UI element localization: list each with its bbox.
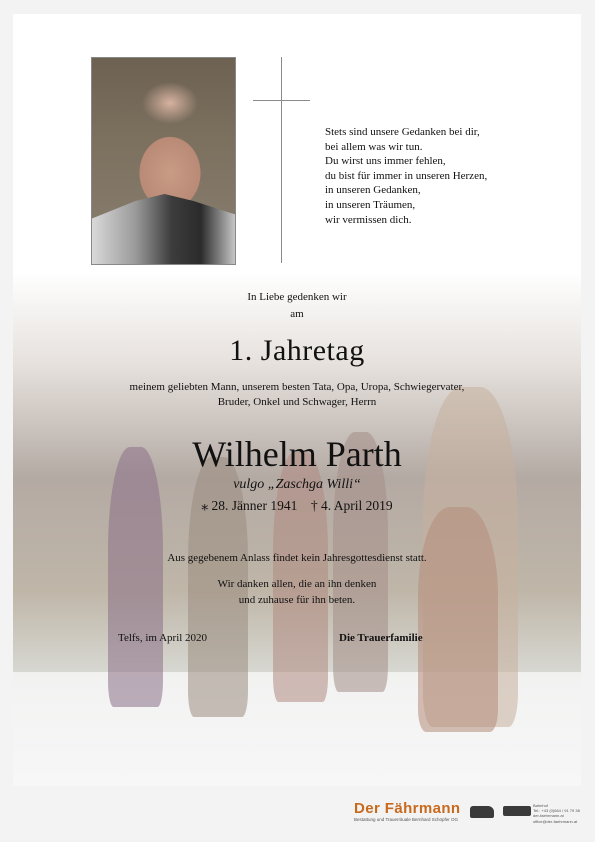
funeral-home-subtitle: Bestattung und Trauerrituale Bernhard Schöpfer OG bbox=[354, 817, 459, 822]
vulgo-name: vulgo „Zaschga Willi“ bbox=[233, 477, 361, 492]
poem bbox=[325, 125, 565, 227]
poem-line: in unseren Träumen, bbox=[325, 198, 416, 211]
portrait-photo bbox=[91, 57, 236, 265]
poem-line: Stets sind unsere Gedanken bei dir, bbox=[325, 126, 480, 138]
contact-line: office@der-faehrmann.at bbox=[533, 818, 578, 824]
funeral-home-contact bbox=[533, 803, 580, 824]
poem-line: Du wirst uns immer fehlen, bbox=[325, 155, 446, 168]
intro-line-2: am bbox=[290, 308, 304, 320]
poem-line: du bist für immer in unseren Herzen, bbox=[325, 169, 488, 182]
place-date: Telfs, im April 2020 bbox=[118, 632, 208, 644]
contact-line: Bahnhof bbox=[533, 803, 548, 808]
message-line-3: und zuhause für ihn beten. bbox=[238, 594, 356, 606]
relation-line-2: Bruder, Onkel und Schwager, Herrn bbox=[217, 396, 377, 408]
intro-line-1: In Liebe gedenken wir bbox=[247, 291, 347, 303]
cross-icon-bar bbox=[253, 100, 310, 101]
deceased-name: Wilhelm Parth bbox=[192, 434, 402, 474]
hearse-icon bbox=[470, 806, 494, 818]
funeral-home-logo: Der Fährmann bbox=[354, 800, 461, 817]
life-dates: ⁎ 28. Jänner 1941 † 4. April 2019 bbox=[201, 498, 393, 513]
notice-title: 1. Jahretag bbox=[229, 334, 365, 367]
contact-line: Tel.: +43 (0)664 / 91 79 38 bbox=[533, 808, 580, 814]
relation-line-1: meinem geliebten Mann, unserem besten Tata, Opa, Uropa, Schwiegervater, bbox=[129, 381, 465, 393]
vehicle-icon bbox=[503, 806, 531, 816]
message-line-1: Aus gegebenem Anlass findet kein Jahresgottesdienst statt. bbox=[167, 552, 427, 564]
signature: Die Trauerfamilie bbox=[339, 632, 423, 644]
poem-line: in unseren Gedanken, bbox=[325, 184, 421, 197]
contact-line: der-faehrmann.at bbox=[533, 813, 564, 819]
poem-line: wir vermissen dich. bbox=[325, 213, 412, 226]
cross-icon bbox=[281, 57, 282, 263]
message-line-2: Wir danken allen, die an ihn denken bbox=[217, 578, 377, 590]
poem-line: bei allem was wir tun. bbox=[325, 140, 423, 153]
portrait-jacket bbox=[92, 194, 236, 264]
toddler-figure bbox=[418, 507, 498, 732]
